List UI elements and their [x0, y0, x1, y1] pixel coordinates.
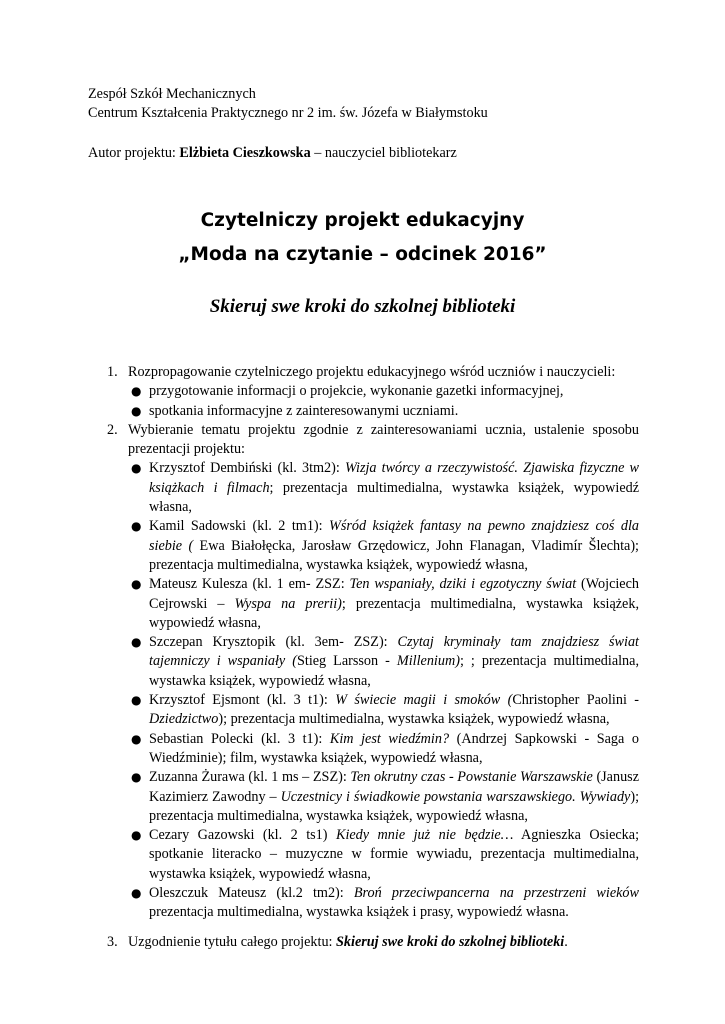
bullet-dot-icon: ● [131, 403, 142, 418]
steps-list [107, 363, 639, 952]
author-role: – nauczyciel bibliotekarz [310, 145, 457, 161]
bullet-dot-icon: ● [131, 886, 142, 901]
bullet-dot-icon: ● [131, 693, 142, 708]
bullet-dot-icon: ● [131, 828, 142, 843]
bullet-dot-icon: ● [131, 384, 142, 399]
list-item: ● Cezary Gazowski (kl. 2 ts1) Kiedy mnie już nie będzie… Agnieszka Osiecka; spotkanie literacko – muzyczne w formie wywiadu, prezentacja multimedialna, wystawka książek, wypowiedź własna, [131, 827, 640, 882]
step-2 [107, 421, 639, 923]
step-number: 2. [107, 421, 118, 438]
list-item: ● Krzysztof Ejsmont (kl. 3 t1): W świecie magii i smoków (Christopher Paolini - Dziedzictwo); prezentacja multimedialna, wystawka książek, wypowiedź własna, [131, 692, 639, 728]
project-title-emphasis: Skieruj swe kroki do szkolnej biblioteki [336, 933, 565, 950]
project-name: „Moda na czytanie – odcinek 2016” [178, 244, 547, 265]
centre-name: Centrum Kształcenia Praktycznego nr 2 im. św. Józefa w Białymstoku [88, 105, 488, 122]
step-text: Rozpropagowanie czytelniczego projektu edukacyjnego wśród uczniów i nauczycieli: [128, 364, 616, 380]
list-item: ● Mateusz Kulesza (kl. 1 em- ZSZ: Ten wspaniały, dziki i egzotyczny świat (Wojciech Cejrowski – Wyspa na prerii); prezentacja multimedialna, wystawka książek, wypowiedź własna, [131, 576, 639, 631]
step-text: Uzgodnienie tytułu całego projektu: Skieruj swe kroki do szkolnej biblioteki. [128, 933, 568, 950]
bullet-dot-icon: ● [131, 461, 142, 476]
school-name: Zespół Szkół Mechanicznych [88, 86, 256, 102]
bullet-dot-icon: ● [131, 731, 142, 746]
bullet-list [128, 382, 639, 421]
bullet-dot-icon: ● [131, 770, 142, 785]
list-item: ● Sebastian Polecki (kl. 3 t1): Kim jest wiedźmin? (Andrzej Sapkowski - Saga o Wiedźminie); film, wystawka książek, wypowiedź własna, [131, 730, 639, 766]
step-text: Wybieranie tematu projektu zgodnie z zainteresowaniami ucznia, ustalenie sposobu prezentacji projektu: [128, 421, 639, 458]
project-subtitle: Skieruj swe kroki do szkolnej biblioteki [209, 296, 516, 317]
list-item: ● spotkania informacyjne z zainteresowanymi uczniami. [128, 402, 639, 421]
author-name: Elżbieta Cieszkowska [179, 145, 311, 161]
list-item: ● Zuzanna Żurawa (kl. 1 ms – ZSZ): Ten okrutny czas - Powstanie Warszawskie (Janusz Kazimierz Zawodny – Uczestnicy i świadkowie powstania warszawskiego. Wywiady); prezentacja multimedialna, wystawka książek, wypowiedź własna, [131, 769, 640, 824]
list-item: ● Oleszczuk Mateusz (kl.2 tm2): Broń przeciwpancerna na przestrzeni wieków prezentacja multimedialna, wystawka książek i prasy, wypowiedź własna. [131, 885, 639, 921]
step-number: 3. [107, 933, 118, 950]
list-item: ● Szczepan Krysztopik (kl. 3em- ZSZ): Czytaj kryminały tam znajdziesz świat tajemniczy i wspaniały (Stieg Larsson - Millenium); ; prezentacja multimedialna, wystawka książek, wypowiedź własna, [131, 634, 639, 689]
header-block [88, 85, 488, 124]
document-title: Czytelniczy projekt edukacyjny [200, 210, 525, 231]
step-number: 1. [107, 364, 118, 380]
bullet-dot-icon: ● [131, 635, 142, 650]
author-line [88, 144, 457, 163]
list-item: ● Krzysztof Dembiński (kl. 3tm2): Wizja twórcy a rzeczywistość. Zjawiska fizyczne w książkach i filmach; prezentacja multimedialna, wystawka książek, wypowiedź własna, [131, 460, 640, 516]
bullet-dot-icon: ● [131, 519, 142, 534]
bullet-dot-icon: ● [131, 577, 142, 592]
student-list [128, 459, 639, 922]
list-item: ● przygotowanie informacji o projekcie, wykonanie gazetki informacyjnej, [128, 382, 639, 401]
step-1 [107, 363, 639, 421]
step-3 [107, 933, 639, 952]
list-item: ● Kamil Sadowski (kl. 2 tm1): Wśród książek fantasy na pewno znajdziesz coś dla siebie ( Ewa Białołęcka, Jarosław Grzędowicz, John Flanagan, Vladimír Šlechta); prezentacja multimedialna, wystawka książek, wypowiedź własna, [131, 518, 639, 573]
author-label: Autor projektu: [88, 145, 180, 161]
